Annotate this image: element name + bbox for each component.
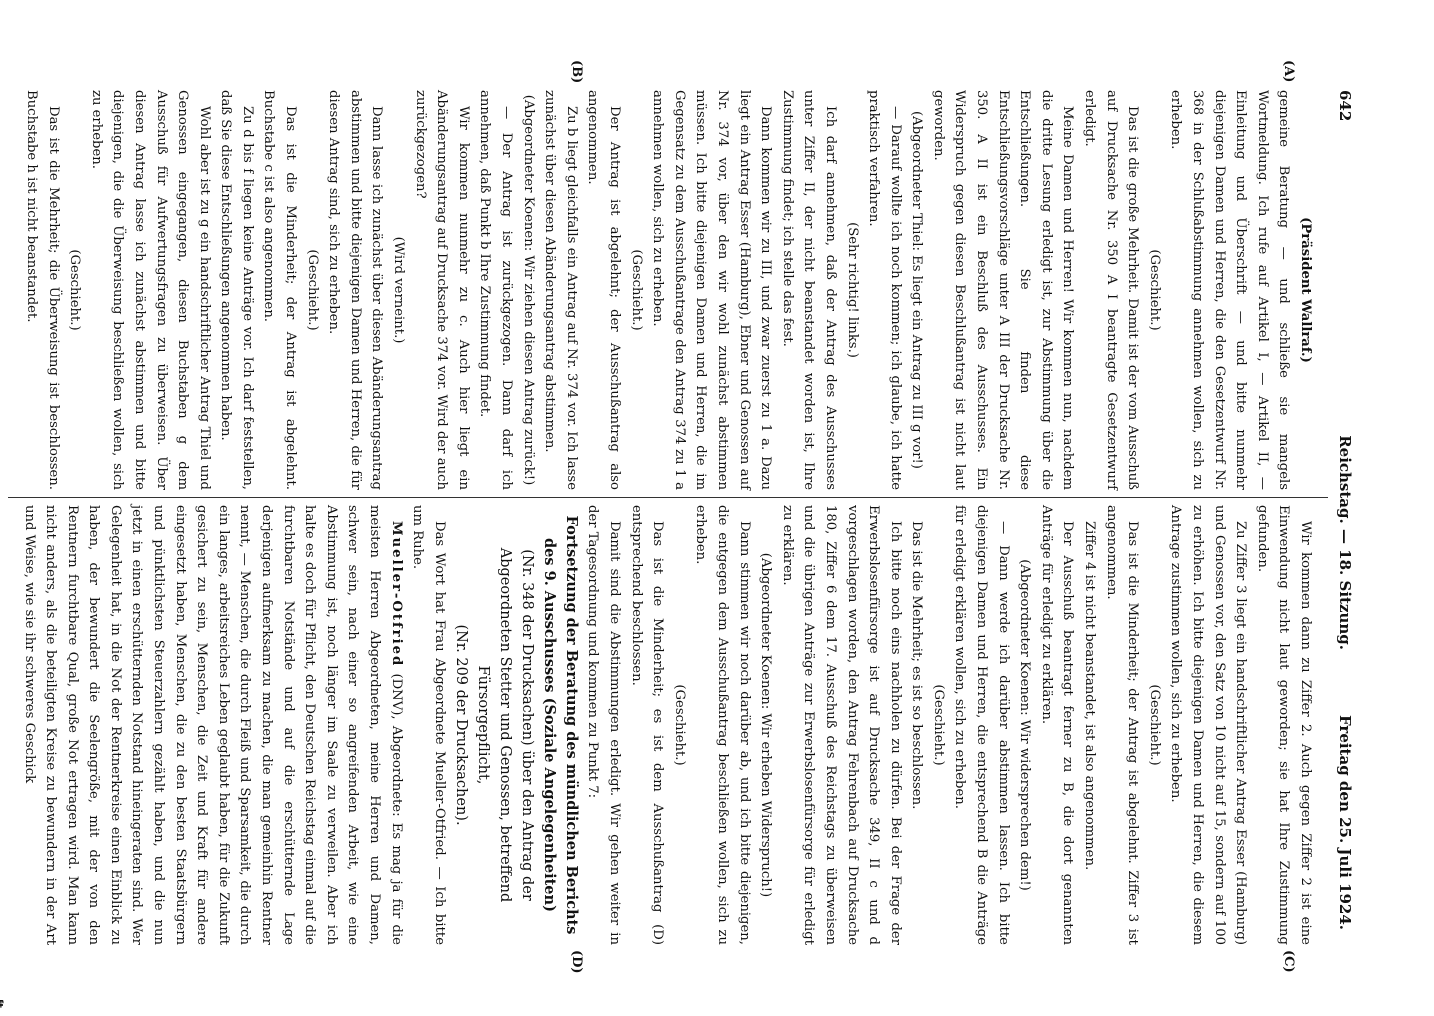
speech-paragraph bbox=[18, 505, 407, 945]
right-column bbox=[18, 505, 1316, 945]
interjection: (Geschieht.) bbox=[304, 249, 320, 331]
paragraph: Zu Ziffer 3 liegt ein handschriftlicher Antrag Esser (Hamburg) und Genossen vor, den Satz von 10 nicht auf 15, sondern auf 100 zu erhöhen. Ich bitte diejenigen Damen und Herren, die diesem Antrage zustimmen wollen, sich zu erheben. bbox=[1168, 505, 1249, 945]
margin-mark-b: (B) bbox=[569, 60, 584, 84]
paragraph: Das ist die große Mehrheit. Damit ist der vom Ausschuß auf Drucksache Nr. 350 A I beantragte Gesetzentwurf erledigt. bbox=[1082, 90, 1141, 490]
interjection: (Geschieht.) bbox=[1146, 684, 1162, 766]
interjection: (Geschieht.) bbox=[67, 249, 83, 331]
speaker-label: (Präsident Wallraf.) bbox=[1298, 217, 1313, 363]
interjection: (Geschieht.) bbox=[1146, 249, 1162, 331]
paragraph: Das ist die Minderheit; der Antrag ist abgelehnt. Buchstabe c ist also angenommen. bbox=[261, 90, 299, 490]
paragraph: Wir kommen nunmehr zu c. Auch hier liegt ein Abänderungsantrag auf Drucksache 374 vor. Wird der auch zurückgezogen? bbox=[412, 90, 471, 490]
paragraph: Das ist die Mehrheit; es ist so beschlossen. bbox=[909, 521, 925, 810]
interjection: (Geschieht.) bbox=[671, 684, 687, 766]
page-header bbox=[1330, 90, 1354, 930]
margin-mark-d: (D) bbox=[569, 950, 584, 974]
session-date: Freitag den 25. Juli 1924. bbox=[1336, 715, 1354, 930]
paragraph: Dann stimmen wir noch darüber ab, und ich bitte diejenigen, die entgegen dem Ausschußantrag beschließen wollen, sich zu erheben. bbox=[693, 505, 752, 945]
paragraph: Der Antrag ist abgelehnt; der Ausschußantrag also angenommen. bbox=[585, 90, 622, 490]
paragraph: Das ist die Mehrheit; die Überweisung ist beschlossen. Buchstabe h ist nicht beanstandet. bbox=[23, 90, 61, 490]
paragraph: Damit sind die Abstimmungen erledigt. Wir gehen weiter in der Tagesordnung und kommen zu Punkt 7: bbox=[585, 505, 622, 945]
speaker-name: Mueller-Otfried bbox=[388, 521, 404, 668]
interjection: (Abgeordneter Koenen: Wir widersprechen dem!) bbox=[1017, 559, 1033, 891]
paragraph: Wohl aber ist zu g ein handschriftlicher Antrag Thiel und Genossen eingegangen, diesen Buchstaben g dem Ausschuß für Aufwertungsfragen zu überweisen. Über diesen Antrag lasse ich zunächst abstimmen und bitte diejenigen, die die Überweisung beschließen wollen, sich zu erheben. bbox=[88, 90, 212, 490]
agenda-heading-line: (Nr. 209 der Drucksachen). bbox=[452, 624, 469, 826]
paragraph: Das ist die Minderheit; der Antrag ist abgelehnt. Ziffer 3 ist angenommen. bbox=[1103, 505, 1141, 945]
left-column bbox=[20, 90, 1316, 490]
page-number: 642 bbox=[1336, 90, 1354, 122]
paragraph: Dann lasse ich zunächst über diesen Abänderungsantrag abstimmen und bitte diejenigen Damen und Herren, die für diesen Antrag sind, sich zu erheben. bbox=[326, 90, 385, 490]
paragraph: Der Ausschuß beantragt ferner zu B, die dort genannten Anträge für erledigt zu erklären. bbox=[1038, 505, 1076, 945]
paragraph: Ich bitte noch eins nachholen zu dürfen. Bei der Frage der Erwerbslosenfürsorge ist auf Drucksache 349, II c und d vorgeschlagen worden, den Antrag Fehrenbach auf Drucksache 180, Ziffer 6 dem 17. Ausschuß des Reichstags zu überweisen und die übrigen Anträge zur Erwerbslosenfürsorge für erledigt zu erklären. bbox=[779, 505, 903, 945]
paragraph: Meine Damen und Herren! Wir kommen nun, nachdem die dritte Lesung erledigt ist, zur Abstimmung über die Entschließungen. Sie finden diese Entschließungsvorschläge unter A III der Drucksache Nr. 350. A II ist ein Beschluß des Ausschusses. Ein Widerspruch gegen diesen Beschlußantrag ist nicht laut geworden. bbox=[930, 90, 1076, 490]
paragraph: gemeine Beratung — und schließe sie mangels Wortmeldung. Ich rufe auf Artikel I, — Artikel II, — Einleitung und Überschrift — und bitte nunmehr diejenigen Damen und Herren, die den Gesetzentwurf Nr. 368 in der Schlußabstimmung annehmen wollen, sich zu erheben. bbox=[1168, 90, 1292, 490]
paragraph: Zu d bis f liegen keine Anträge vor. Ich darf feststellen, daß Sie diese Entschließungen angenommen haben. bbox=[218, 90, 255, 490]
paragraph: Ich darf annehmen, daß der Antrag des Ausschusses unter Ziffer II, der nicht beanstandet worden ist, Ihre Zustimmung findet; ich stelle das fest. bbox=[779, 90, 838, 490]
speech-text: (DNV), Abgeordnete: Es mag ja für die meisten Herren Abgeordneten, meine Herren und Damen, schwer sein, nach einer so angreifenden Arbeit, wie eine Abstimmung ist, noch länger im Saale zu verweilen. Aber ich halte es doch für Pflicht, den Deutschen Reichstag einmal auf die furchtbaren Notstände und auf die erschütternde Lage derjenigen aufmerksam zu machen, die man gemeinhin Rentner nennt, — Menschen, die durch Fleiß und Sparsamkeit, die durch ein langes, arbeitsreiches Leben geglaubt haben, für die Zukunft gesichert zu sein, Menschen, die Zeit und Kraft für andere eingesetzt haben, Menschen, die zu den besten Staatsbürgern und pünktlichsten Steuerzahlern gezählt haben, und die nun jetzt in einen erschütternden Notstand hineingeraten sind. Wer Gelegenheit hat, in die Not der Rentnerkreise einen Einblick zu haben, der bewundert die Seelengröße, mit der von den Rentnern furchtbare Qual, große Not ertragen wird. Man kann nicht anders, als die beteiligten Kreise zu bewundern in der Art und Weise, wie sie ihr schweres Geschick bbox=[21, 505, 404, 945]
paragraph: Ziffer 4 ist nicht beanstandet, ist also angenommen. bbox=[1082, 521, 1098, 871]
margin-mark-c: (C) bbox=[1281, 950, 1296, 973]
interjection: (Sehr richtig! links.) bbox=[844, 222, 860, 358]
margin-mark-a: (A) bbox=[1281, 60, 1296, 83]
paragraph: Das Wort hat Frau Abgeordnete Mueller-Otfried. — Ich bitte um Ruhe. bbox=[410, 505, 447, 945]
paragraph: Das ist die Minderheit; es ist dem Ausschußantrag (D) entsprechend beschlossen. bbox=[628, 505, 666, 945]
agenda-item-heading bbox=[450, 505, 582, 945]
session-title: Reichstag. — 18. Sitzung. bbox=[1336, 435, 1354, 650]
interjection: (Abgeordneter Koenen: Wir ziehen diesen Antrag zurück!) bbox=[520, 94, 536, 486]
column-divider bbox=[8, 497, 1328, 498]
interjection: (Geschieht.) bbox=[628, 249, 644, 331]
paragraph: Zu b liegt gleichfalls ein Antrag auf Nr. 374 vor. Ich lasse zunächst über diesen Abänderungsantrag abstimmen. bbox=[542, 90, 579, 490]
agenda-heading-line: (Nr. 348 der Drucksachen) über den Antrag der Abgeordneten Stetter und Genossen, betreffend Fürsorgepflicht, bbox=[474, 547, 535, 903]
paragraph: Wir kommen dann zu Ziffer 2. Auch gegen Ziffer 2 ist eine Einwendung nicht laut geworden; sie hat Ihre Zustimmung gefunden. bbox=[1254, 505, 1313, 945]
interjection: (Abgeordneter Koenen: Wir erheben Widerspruch!) bbox=[758, 552, 774, 898]
interjection: (Geschieht.) bbox=[930, 684, 946, 766]
paragraph: — Der Antrag ist zurückgezogen. Dann darf ich annehmen, daß Punkt b Ihre Zustimmung findet. bbox=[477, 90, 515, 490]
agenda-heading-line: Fortsetzung der Beratung des mündlichen Berichts des 9. Ausschusses (Soziale Angelegenheiten) bbox=[540, 515, 580, 935]
interjection: (Wird verneint.) bbox=[391, 236, 407, 344]
interjection: (Abgeordneter Thiel: Es liegt ein Antrag zu III g vor!) bbox=[909, 111, 925, 469]
paragraph: — Darauf wollte ich noch kommen; ich glaube, ich hatte praktisch verfahren. bbox=[866, 90, 903, 490]
paragraph: Dann kommen wir zu III, und zwar zuerst zu 1 a. Dazu liegt ein Antrag Esser (Hamburg), Ebner und Genossen auf Nr. 374 vor, über den wir wohl zunächst abstimmen müssen. Ich bitte diejenigen Damen und Herren, die im Gegensatz zu dem Ausschußantrage den Antrag 374 zu 1 a annehmen wollen, sich zu erheben. bbox=[650, 90, 774, 490]
paragraph: — Dann werde ich darüber abstimmen lassen. Ich bitte diejenigen Damen und Herren, die entsprechend B die Anträge für erledigt erklären wollen, sich zu erheben. bbox=[952, 505, 1011, 945]
